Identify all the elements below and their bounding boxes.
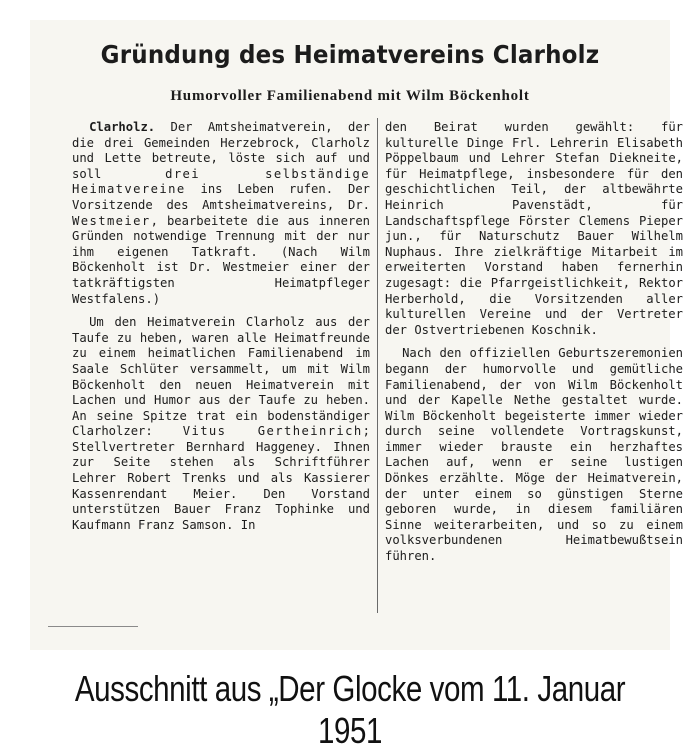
column-divider: [377, 118, 378, 613]
paragraph-1-text-a: Der Amtsheimatverein, der die drei Gemeinden Herzebrock, Clarholz und Lette betreute, löste sich auf und soll: [72, 120, 370, 181]
paragraph-4: Nach den offiziellen Geburtszeremonien begann der humorvolle und gemütliche Familienabend, der von Wilm Böckenholt und der Kapelle Nethe gestaltet wurde. Wilm Böckenholt begeisterte immer wieder durch seine vollendete Vortragskunst, immer wieder brauste ein herzhaftes Lachen auf, wenn er seine lustigen Dönkes erzählte. Möge der Heimatverein, der unter einem so günstigen Sterne geboren wurde, in diesem familiären Sinne weiterarbeiten, und so zu einem volksverbundenen Heimatbewußtsein führen.: [385, 346, 683, 564]
caption: Ausschnitt aus „Der Glocke vom 11. Januar 1951: [74, 668, 626, 751]
paragraph-1-text-c: , bearbeitete die aus inneren Gründen notwendige Trennung mit der nur ihm eigenen Tatkraft. (Nach Wilm Böckenholt ist Dr. Westmeier einer der tatkräftigsten Heimatpfleger Westfalens.): [72, 213, 370, 306]
bottom-rule: [48, 626, 138, 627]
headline: Gründung des Heimatvereins Clarholz: [100, 40, 600, 69]
article-column-right: [385, 120, 683, 565]
subheadline: Humorvoller Familienabend mit Wilm Böckenholt: [170, 88, 530, 104]
emphasis-three-clubs: drei selbständige Heimatvereine: [72, 166, 370, 197]
emphasis-gertheinrich: Vitus Gertheinrich: [182, 424, 363, 439]
paragraph-1: [72, 120, 370, 307]
article-column-left: [72, 120, 370, 533]
paragraph-2-text-b: ; Stellvertreter Bernhard Haggeney. Ihnen zur Seite stehen als Schriftführer Lehrer Robert Trenks und als Kassierer Kassenrendant Meier. Den Vorstand unterstützen Bauer Franz Tophinke und Kaufmann Franz Samson. In: [72, 424, 370, 532]
emphasis-westmeier: Westmeier: [72, 213, 151, 228]
paragraph-1-text-b: ins Leben rufen. Der Vorsitzende des Amtsheimatvereins, Dr.: [72, 182, 370, 212]
paragraph-2: [72, 315, 370, 533]
paragraph-3: den Beirat wurden gewählt: für kulturelle Dinge Frl. Lehrerin Elisabeth Pöppelbaum und Lehrer Stefan Diekneite, für Heimatpflege, insbesondere für den geschichtlichen Teil, der altbewährte Heinrich Pavenstädt, für Landschaftspflege Förster Clemens Pieper jun., für Naturschutz Bauer Wilhelm Nuphaus. Ihre zielkräftige Mitarbeit im erweiterten Vorstand haben fernerhin zugesagt: die Pfarrgeistlichkeit, Rektor Herberhold, die Vorsitzenden aller kulturellen Vereine und der Vertreter der Ostvertriebenen Koschnik.: [385, 120, 683, 337]
dateline: Clarholz.: [89, 120, 156, 134]
paragraph-2-text-a: Um den Heimatverein Clarholz aus der Taufe zu heben, waren alle Heimatfreunde zu einem heimatlichen Familienabend im Saale Schlüter versammelt, um mit Wilm Böckenholt den neuen Heimatverein mit Lachen und Humor aus der Taufe zu heben. An seine Spitze trat ein bodenständiger Clarholzer:: [72, 315, 370, 439]
newspaper-clipping: [30, 20, 683, 650]
